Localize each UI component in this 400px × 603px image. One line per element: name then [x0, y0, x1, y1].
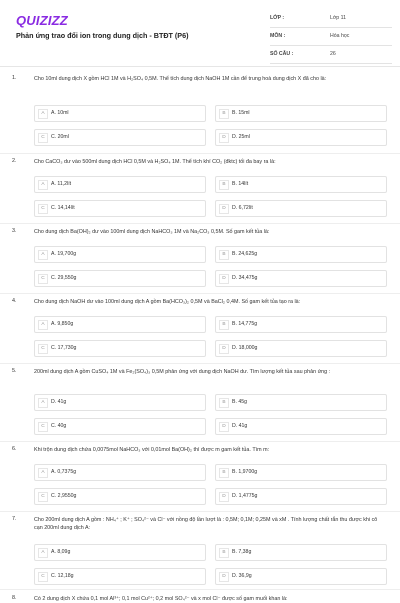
option-letter: C — [38, 133, 48, 143]
option-b[interactable] — [215, 246, 387, 263]
option-letter: B — [219, 109, 229, 119]
option-text: D. 36,9g — [232, 573, 252, 579]
option-d[interactable] — [215, 129, 387, 146]
option-c[interactable] — [34, 270, 206, 287]
option-text: B. 24,625g — [232, 251, 258, 257]
option-text: C. 29,550g — [51, 275, 77, 281]
option-text: D. 41g — [232, 423, 248, 429]
question-text: Cho dung dịch Ba(OH)₂ dư vào 100ml dung dịch NaHCO₃ 1M và Na₂CO₃ 0,5M. Số gam kết tủa là: — [34, 229, 270, 235]
worksheet-header — [0, 0, 400, 66]
meta-value: 26 — [330, 51, 336, 57]
option-letter: B — [219, 320, 229, 330]
meta-row-count — [270, 48, 392, 64]
option-d[interactable] — [215, 568, 387, 585]
meta-value: Hóa học — [330, 33, 350, 39]
meta-label: MÔN : — [270, 33, 286, 39]
option-d[interactable] — [215, 418, 387, 435]
worksheet-title: Phản ứng trao đổi ion trong dung dịch - BTĐT (P6) — [16, 31, 189, 40]
option-letter: A — [38, 468, 48, 478]
option-b[interactable] — [215, 464, 387, 481]
option-letter: D — [219, 422, 229, 432]
option-letter: D — [219, 204, 229, 214]
option-letter: A — [38, 250, 48, 260]
header-divider — [0, 66, 400, 67]
option-text: D. 34,475g — [232, 275, 258, 281]
option-letter: B — [219, 398, 229, 408]
option-letter: A — [38, 109, 48, 119]
meta-value: Lớp 11 — [330, 15, 346, 21]
option-text: D. 18,000g — [232, 345, 258, 351]
option-letter: A — [38, 398, 48, 408]
option-a[interactable] — [34, 544, 206, 561]
option-text: B. 14,775g — [232, 321, 258, 327]
question-text: Cho 10ml dung dịch X gồm HCl 1M và H₂SO₄ 0,5M. Thể tích dung dịch NaOH 1M cần để trung hoà dung dịch X đã cho là: — [34, 76, 327, 82]
option-text: A. 9,850g — [51, 321, 74, 327]
option-a[interactable] — [34, 176, 206, 193]
question-text: Có 2 dung dịch X chứa 0,1 mol Al³⁺; 0,1 mol Cu²⁺; 0,2 mol SO₄²⁻ và x mol Cl⁻ được số gam muối khan là: — [34, 596, 288, 602]
option-d[interactable] — [215, 270, 387, 287]
option-text: B. 14lít — [232, 181, 249, 187]
option-d[interactable] — [215, 488, 387, 505]
question-divider — [0, 441, 400, 442]
option-letter: C — [38, 422, 48, 432]
meta-row-subject — [270, 30, 392, 46]
option-a[interactable] — [34, 105, 206, 122]
question-divider — [0, 589, 400, 590]
question-number: 6. — [12, 446, 17, 452]
question-divider — [0, 511, 400, 512]
option-text: D. 41g — [51, 399, 67, 405]
option-text: D. 6,72lít — [232, 205, 253, 211]
option-letter: D — [219, 492, 229, 502]
option-a[interactable] — [34, 394, 206, 411]
option-text: A. 0,7375g — [51, 469, 77, 475]
option-text: A. 8,09g — [51, 549, 71, 555]
option-c[interactable] — [34, 129, 206, 146]
option-d[interactable] — [215, 200, 387, 217]
option-d[interactable] — [215, 340, 387, 357]
meta-box — [270, 12, 392, 66]
question-number: 1. — [12, 75, 17, 81]
option-text: C. 12,18g — [51, 573, 74, 579]
option-letter: B — [219, 180, 229, 190]
option-letter: B — [219, 548, 229, 558]
option-b[interactable] — [215, 316, 387, 333]
option-letter: B — [219, 468, 229, 478]
option-text: A. 11,2lít — [51, 181, 72, 187]
option-text: B. 1,9700g — [232, 469, 258, 475]
option-b[interactable] — [215, 176, 387, 193]
option-letter: D — [219, 133, 229, 143]
quizizz-logo: QUIZIZZ — [16, 13, 68, 28]
question-divider — [0, 223, 400, 224]
option-letter: A — [38, 548, 48, 558]
option-text: C. 17,730g — [51, 345, 77, 351]
question-text: 200ml dung dịch A gồm CuSO₄ 1M và Fe₂(SO₄)₃ 0,5M phản ứng với dung dịch NaOH dư. Tìm lượng kết tủa sau phản ứng : — [34, 369, 331, 375]
option-letter: C — [38, 274, 48, 284]
option-text: C. 2,9550g — [51, 493, 77, 499]
question-divider — [0, 153, 400, 154]
option-a[interactable] — [34, 316, 206, 333]
option-b[interactable] — [215, 105, 387, 122]
question-number: 2. — [12, 158, 17, 164]
meta-label: SỐ CÂU : — [270, 51, 294, 57]
option-text: D. 25ml — [232, 134, 250, 140]
question-number: 8. — [12, 595, 17, 601]
option-letter: A — [38, 180, 48, 190]
question-number: 4. — [12, 298, 17, 304]
option-letter: C — [38, 344, 48, 354]
question-number: 5. — [12, 368, 17, 374]
option-text: D. 1,4775g — [232, 493, 258, 499]
option-a[interactable] — [34, 464, 206, 481]
option-text: B. 15ml — [232, 110, 250, 116]
option-letter: D — [219, 274, 229, 284]
option-c[interactable] — [34, 488, 206, 505]
option-letter: B — [219, 250, 229, 260]
question-number: 3. — [12, 228, 17, 234]
option-letter: D — [219, 572, 229, 582]
option-letter: A — [38, 320, 48, 330]
option-c[interactable] — [34, 568, 206, 585]
question-divider — [0, 363, 400, 364]
question-text: Khi trộn dung dịch chứa 0,0075mol NaHCO₃ với 0,01mol Ba(OH)₂ thì được m gam kết tủa. Tìm m: — [34, 447, 270, 453]
question-divider — [0, 293, 400, 294]
option-b[interactable] — [215, 544, 387, 561]
option-text: A. 10ml — [51, 110, 69, 116]
option-text: C. 40g — [51, 423, 67, 429]
option-c[interactable] — [34, 340, 206, 357]
option-c[interactable] — [34, 200, 206, 217]
option-c[interactable] — [34, 418, 206, 435]
question-text: Cho CaCO₃ dư vào 500ml dung dịch HCl 0,5M và H₂SO₄ 1M. Thể tích khí CO₂ (đktc) tối đa bay ra là: — [34, 159, 276, 165]
option-a[interactable] — [34, 246, 206, 263]
meta-label: LỚP : — [270, 15, 285, 21]
question-text: Cho 200ml dung dịch A gồm : NH₄⁺ ; K⁺ ; SO₄²⁻ và Cl⁻ với nồng độ lần lượt là : 0,5M; 0,1M; 0,25M và xM . Tính lượng chất rắn thu được khi cô cạn 200ml dung dịch A: — [34, 517, 378, 531]
option-letter: D — [219, 344, 229, 354]
option-text: B. 7,38g — [232, 549, 252, 555]
option-text: A. 19,700g — [51, 251, 77, 257]
option-text: C. 20ml — [51, 134, 69, 140]
question-text: Cho dung dịch NaOH dư vào 100ml dung dịch A gồm Ba(HCO₃)₂ 0,5M và BaCl₂ 0,4M. Số gam kết tủa tạo ra là: — [34, 299, 301, 305]
question-number: 7. — [12, 516, 17, 522]
option-text: B. 45g — [232, 399, 247, 405]
option-b[interactable] — [215, 394, 387, 411]
option-text: C. 14,14lít — [51, 205, 75, 211]
option-letter: C — [38, 204, 48, 214]
option-letter: C — [38, 492, 48, 502]
meta-row-class — [270, 12, 392, 28]
option-letter: C — [38, 572, 48, 582]
